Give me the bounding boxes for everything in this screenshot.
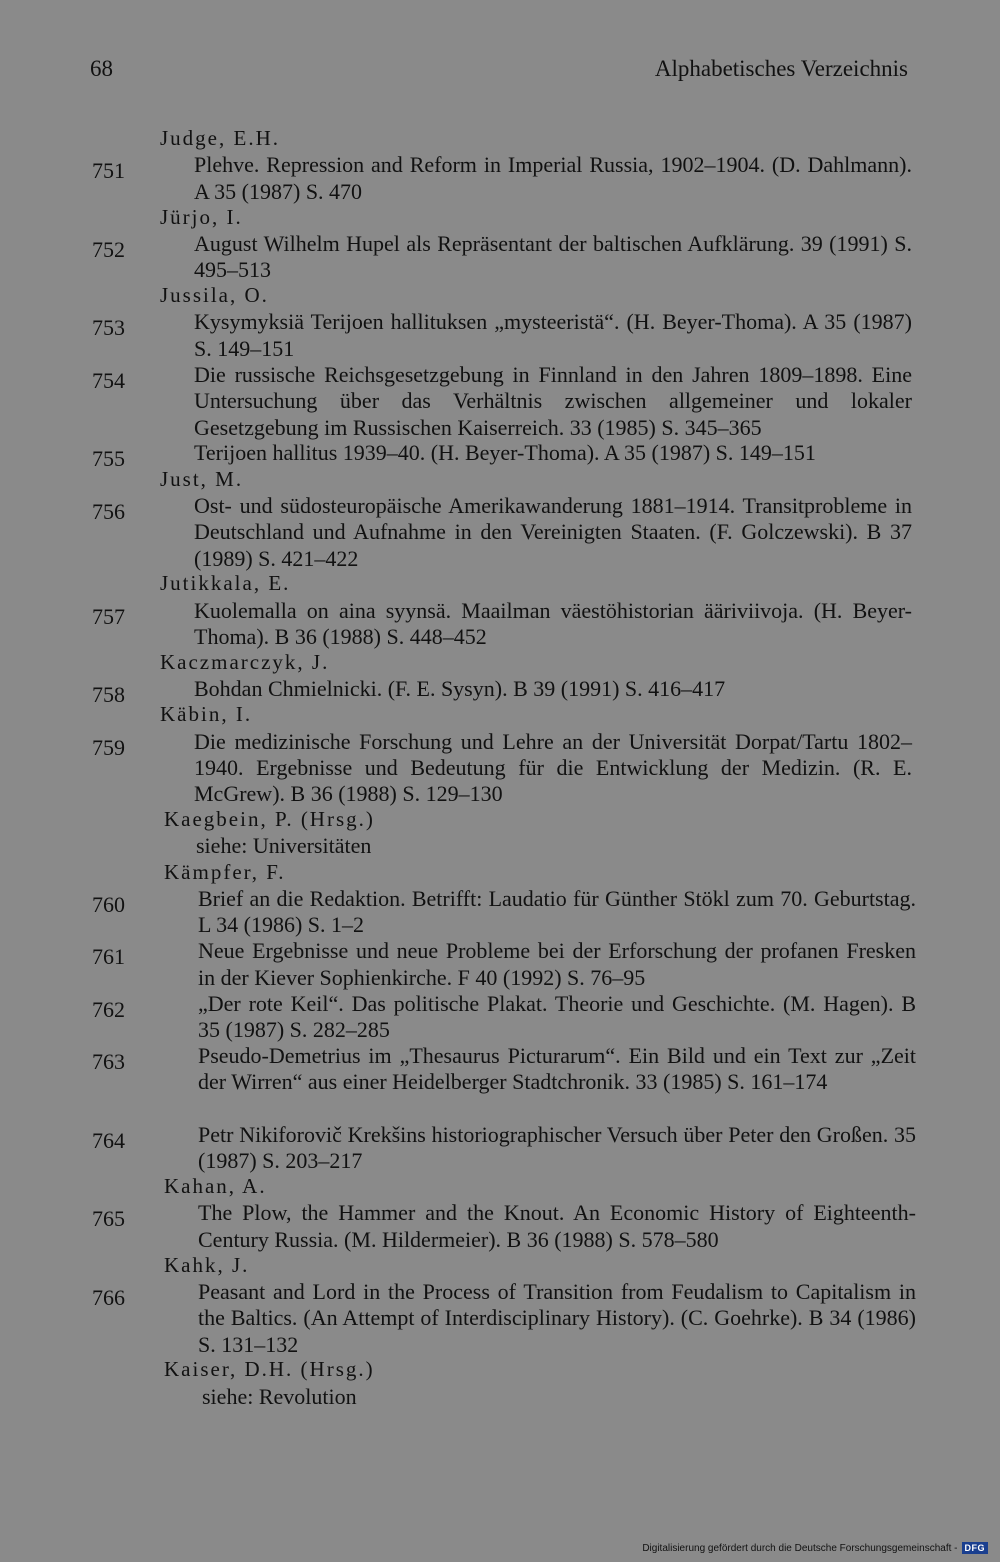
author-heading: Jürjo, I. bbox=[160, 204, 243, 229]
entry-reference: Plehve. Repression and Reform in Imperial Russia, 1902–1904. (D. Dahlmann). A 35 (1987) S. 470 bbox=[194, 152, 912, 204]
entry-number: 756 bbox=[92, 498, 125, 524]
entry-reference: Pseudo-Demetrius im „Thesaurus Picturarum“. Ein Bild und ein Text zur „Zeit der Wirren“ aus einer Heidelberger Stadtchronik. 33 (1985) S. 161–174 bbox=[198, 1043, 916, 1095]
entry-reference: „Der rote Keil“. Das politische Plakat. Theorie und Geschichte. (M. Hagen). B 35 (1987) S. 282–285 bbox=[198, 990, 916, 1042]
author-heading: Kaiser, D.H. (Hrsg.) bbox=[164, 1357, 375, 1382]
running-title: Alphabetisches Verzeichnis bbox=[654, 56, 908, 81]
author-heading: Jussila, O. bbox=[160, 283, 269, 308]
entry-number: 758 bbox=[92, 682, 125, 708]
entry-reference: Kuolemalla on aina syynsä. Maailman väestöhistorian ääriviivoja. (H. Beyer-Thoma). B 36 (1988) S. 448–452 bbox=[194, 597, 912, 649]
entry-number: 757 bbox=[92, 603, 125, 629]
entry-reference: The Plow, the Hammer and the Knout. An Economic History of Eighteenth-Century Russia. (M. Hildermeier). B 36 (1988) S. 578–580 bbox=[198, 1200, 916, 1252]
dfg-logo: DFG bbox=[962, 1542, 989, 1554]
footer-text: Digitalisierung gefördert durch die Deutsche Forschungsgemeinschaft - bbox=[642, 1542, 958, 1554]
entry-number: 751 bbox=[92, 158, 125, 184]
entry-reference: Terijoen hallitus 1939–40. (H. Beyer-Thoma). A 35 (1987) S. 149–151 bbox=[194, 440, 816, 466]
author-heading: Just, M. bbox=[160, 466, 244, 491]
entry-reference: Neue Ergebnisse und neue Probleme bei der Erforschung der profanen Fresken in der Kiever Sophienkirche. F 40 (1992) S. 76–95 bbox=[198, 938, 916, 990]
author-heading: Kaczmarczyk, J. bbox=[160, 650, 330, 674]
entry-number: 762 bbox=[92, 996, 125, 1022]
page-number: 68 bbox=[90, 56, 113, 81]
author-heading: Judge, E.H. bbox=[160, 126, 280, 150]
author-heading: Jutikkala, E. bbox=[160, 571, 291, 596]
author-heading: Kämpfer, F. bbox=[164, 859, 286, 884]
entry-number: 755 bbox=[92, 446, 125, 472]
entry-reference: Brief an die Redaktion. Betrifft: Laudatio für Günther Stökl zum 70. Geburtstag. L 34 (1986) S. 1–2 bbox=[198, 885, 916, 938]
entry-number: 760 bbox=[92, 891, 125, 917]
entry-number: 754 bbox=[92, 367, 125, 393]
entry-number: 765 bbox=[92, 1206, 125, 1232]
entry-number: 763 bbox=[92, 1049, 125, 1074]
author-heading: Käbin, I. bbox=[160, 702, 253, 727]
cross-reference-note: siehe: Universitäten bbox=[196, 833, 372, 859]
entry-number: 764 bbox=[92, 1127, 125, 1153]
entry-number: 761 bbox=[92, 944, 125, 970]
entry-reference: Bohdan Chmielnicki. (F. E. Sysyn). B 39 (1991) S. 416–417 bbox=[194, 676, 726, 702]
entry-number: 766 bbox=[92, 1284, 125, 1310]
entry-reference: Ost- und südosteuropäische Amerikawanderung 1881–1914. Transitprobleme in Deutschland und Aufnahme in den Vereinigten Staaten. (F. Golczewski). B 37 (1989) S. 421–422 bbox=[194, 492, 912, 571]
entry-reference: August Wilhelm Hupel als Repräsentant der baltischen Aufklärung. 39 (1991) S. 495–513 bbox=[194, 230, 912, 283]
cross-reference-note: siehe: Revolution bbox=[202, 1383, 357, 1409]
entry-reference: Die medizinische Forschung und Lehre an der Universität Dorpat/Tartu 1802–1940. Ergebnisse und Bedeutung für die Entwicklung der Medizin. (R. E. McGrew). B 36 (1988) S. 129–130 bbox=[194, 728, 912, 807]
entry-number: 753 bbox=[92, 315, 125, 341]
digitization-footer bbox=[642, 1542, 988, 1554]
entry-number: 759 bbox=[92, 734, 125, 760]
entry-reference: Kysymyksiä Terijoen hallituksen „mysteeristä“. (H. Beyer-Thoma). A 35 (1987) S. 149–151 bbox=[194, 309, 912, 361]
author-heading: Kahan, A. bbox=[164, 1174, 267, 1198]
entry-reference: Peasant and Lord in the Process of Transition from Feudalism to Capitalism in the Baltics. (An Attempt of Interdisciplinary History). (C. Goehrke). B 34 (1986) S. 131–132 bbox=[198, 1278, 916, 1357]
entry-number: 752 bbox=[92, 236, 125, 262]
entry-reference: Die russische Reichsgesetzgebung in Finnland in den Jahren 1809–1898. Eine Untersuchung über das Verhältnis zwischen allgemeiner und lokaler Gesetzgebung im Russischen Kaiserreich. 33 (1985) S. 345–365 bbox=[194, 361, 912, 440]
author-heading: Kaegbein, P. (Hrsg.) bbox=[164, 807, 375, 832]
entry-reference: Petr Nikiforovič Krekšins historiographischer Versuch über Peter den Großen. 35 (1987) S. 203–217 bbox=[198, 1121, 916, 1173]
author-heading: Kahk, J. bbox=[164, 1252, 250, 1277]
